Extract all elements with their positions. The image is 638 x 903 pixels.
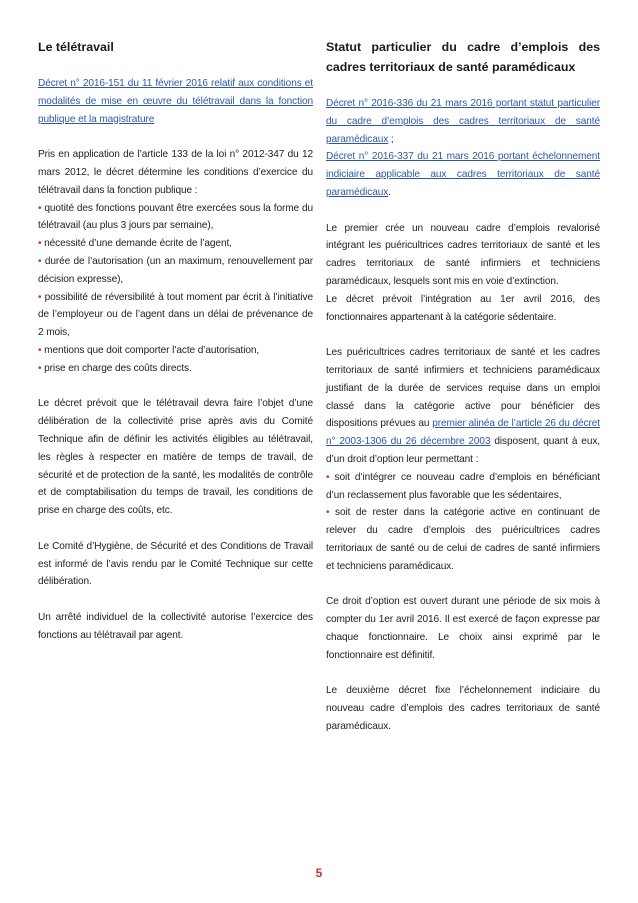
droit-option-duree-paragraph: Ce droit d’option est ouvert durant une période de six mois à compter du 1er avril 2016. Il est exercé de façon expresse par chaque fonctionnaire. Le choix ainsi exprimé par le fonctionnaire est définitif. [326,596,600,661]
section-title-cadres-sante: Statut particulier du cadre d’emplois des cadres territoriaux de santé paramédicaux [326,40,600,74]
decree-2016-337-link[interactable]: Décret n° 2016-337 du 21 mars 2016 portant échelonnement indiciaire applicable aux cadres territoriaux de santé paramédicaux [326,151,600,198]
decree-paragraph [38,75,313,128]
section-title-teletravail: Le télétravail [38,40,114,54]
bullet-item: • soit d’intégrer ce nouveau cadre d’emplois en bénéficiant d’un reclassement plus favorable que les sédentaires, [326,471,600,501]
left-column [38,37,313,645]
bullet-icon: • [38,362,42,374]
decree-2016-151-link[interactable]: Décret n° 2016-151 du 11 février 2016 relatif aux conditions et modalités de mise en œuvre du télétravail dans la fonction publique et la magistrature [38,78,313,125]
bullet-icon: • [38,255,42,267]
decree-paragraph: Décret n° 2016-336 du 21 mars 2016 portant statut particulier du cadre d’emplois des cadres territoriaux de santé paramédicaux ; [326,98,600,145]
bullet-icon: • [38,344,42,356]
bullet-item: • durée de l’autorisation (un an maximum, renouvellement par décision expresse), [38,255,313,285]
droit-option-paragraph: Les puéricultrices cadres territoriaux de santé et les cadres territoriaux de santé infirmiers et techniciens paramédicaux justifiant de la durée de services requise dans un emploi classé dans la catégorie active pour bénéficier des dispositions prévues au premier alinéa de l’article 26 du décret n° 2003-1306 du 26 décembre 2003 disposent, quant à eux, d’un droit d’option leur permettant : [326,347,600,465]
bullet-item: • nécessité d’une demande écrite de l’agent, [38,238,232,250]
decree-2016-336-link[interactable]: Décret n° 2016-336 du 21 mars 2016 portant statut particulier du cadre d’emplois des cadres territoriaux de santé paramédicaux [326,98,600,145]
deliberation-paragraph: Le décret prévoit que le télétravail devra faire l’objet d’une délibération de la collectivité prise après avis du Comité Technique afin de définir les activités éligibles au télétravail, les règles à respecter en matière de temps de travail, de sécurité et de protection de la santé, les modalités de contrôle et de comptabilisation du temps de travail, les conditions de prise en charge des coûts, etc. [38,398,313,517]
arrete-paragraph: Un arrêté individuel de la collectivité autorise l’exercice des fonctions au télétravail par agent. [38,611,313,641]
bullet-item: • mentions que doit comporter l’acte d’autorisation, [38,344,260,356]
right-column [326,37,600,736]
deuxieme-decret-paragraph: Le deuxième décret fixe l’échelonnement indiciaire du nouveau cadre d’emplois des cadres territoriaux de santé paramédicaux. [326,685,600,732]
bullet-icon: • [38,238,42,250]
bullet-icon: • [326,507,330,519]
chsct-paragraph: Le Comité d’Hygiène, de Sécurité et des Conditions de Travail est informé de l’avis rendu par le Comité Technique sur cette délibération. [38,540,313,588]
bullet-icon: • [38,291,42,303]
bullet-icon: • [326,471,330,483]
bullet-item: • prise en charge des coûts directs. [38,362,192,374]
premier-decret-paragraph: Le premier crée un nouveau cadre d’emplois revalorisé intégrant les puéricultrices cadres territoriaux de santé et les cadres territoriaux de santé infirmiers et techniciens paramédicaux, lesquels sont mis en voie d’extinction. [326,222,600,287]
article-26-decree-2003-link[interactable]: premier alinéa de l’article 26 du décret n° 2003-1306 du 26 décembre 2003 [326,418,600,448]
bullet-icon: • [38,202,42,214]
bullet-item: • quotité des fonctions pouvant être exercées sous la forme du télétravail (au plus 3 jours par semaine), [38,202,313,232]
intro-paragraph: Pris en application de l’article 133 de la loi n° 2012-347 du 12 mars 2012, le décret détermine les conditions d’exercice du télétravail dans la fonction publique : [38,149,313,196]
bullet-item: • soit de rester dans la catégorie active en continuant de relever du cadre d’emplois des puéricultrices cadres territoriaux de santé ou de celui de cadres de santé infirmiers et techniciens paramédicaux. [326,507,600,572]
page-number: 5 [315,866,323,880]
bullet-item: • possibilité de réversibilité à tout moment par écrit à l’initiative de l’employeur ou de l’agent dans un délai de prévenance de 2 mois, [38,291,313,339]
integration-paragraph: Le décret prévoit l’intégration au 1er avril 2016, des fonctionnaires appartenant à la catégorie sédentaire. [326,293,600,323]
decree-paragraph: Décret n° 2016-337 du 21 mars 2016 portant échelonnement indiciaire applicable aux cadres territoriaux de santé paramédicaux. [326,151,600,198]
